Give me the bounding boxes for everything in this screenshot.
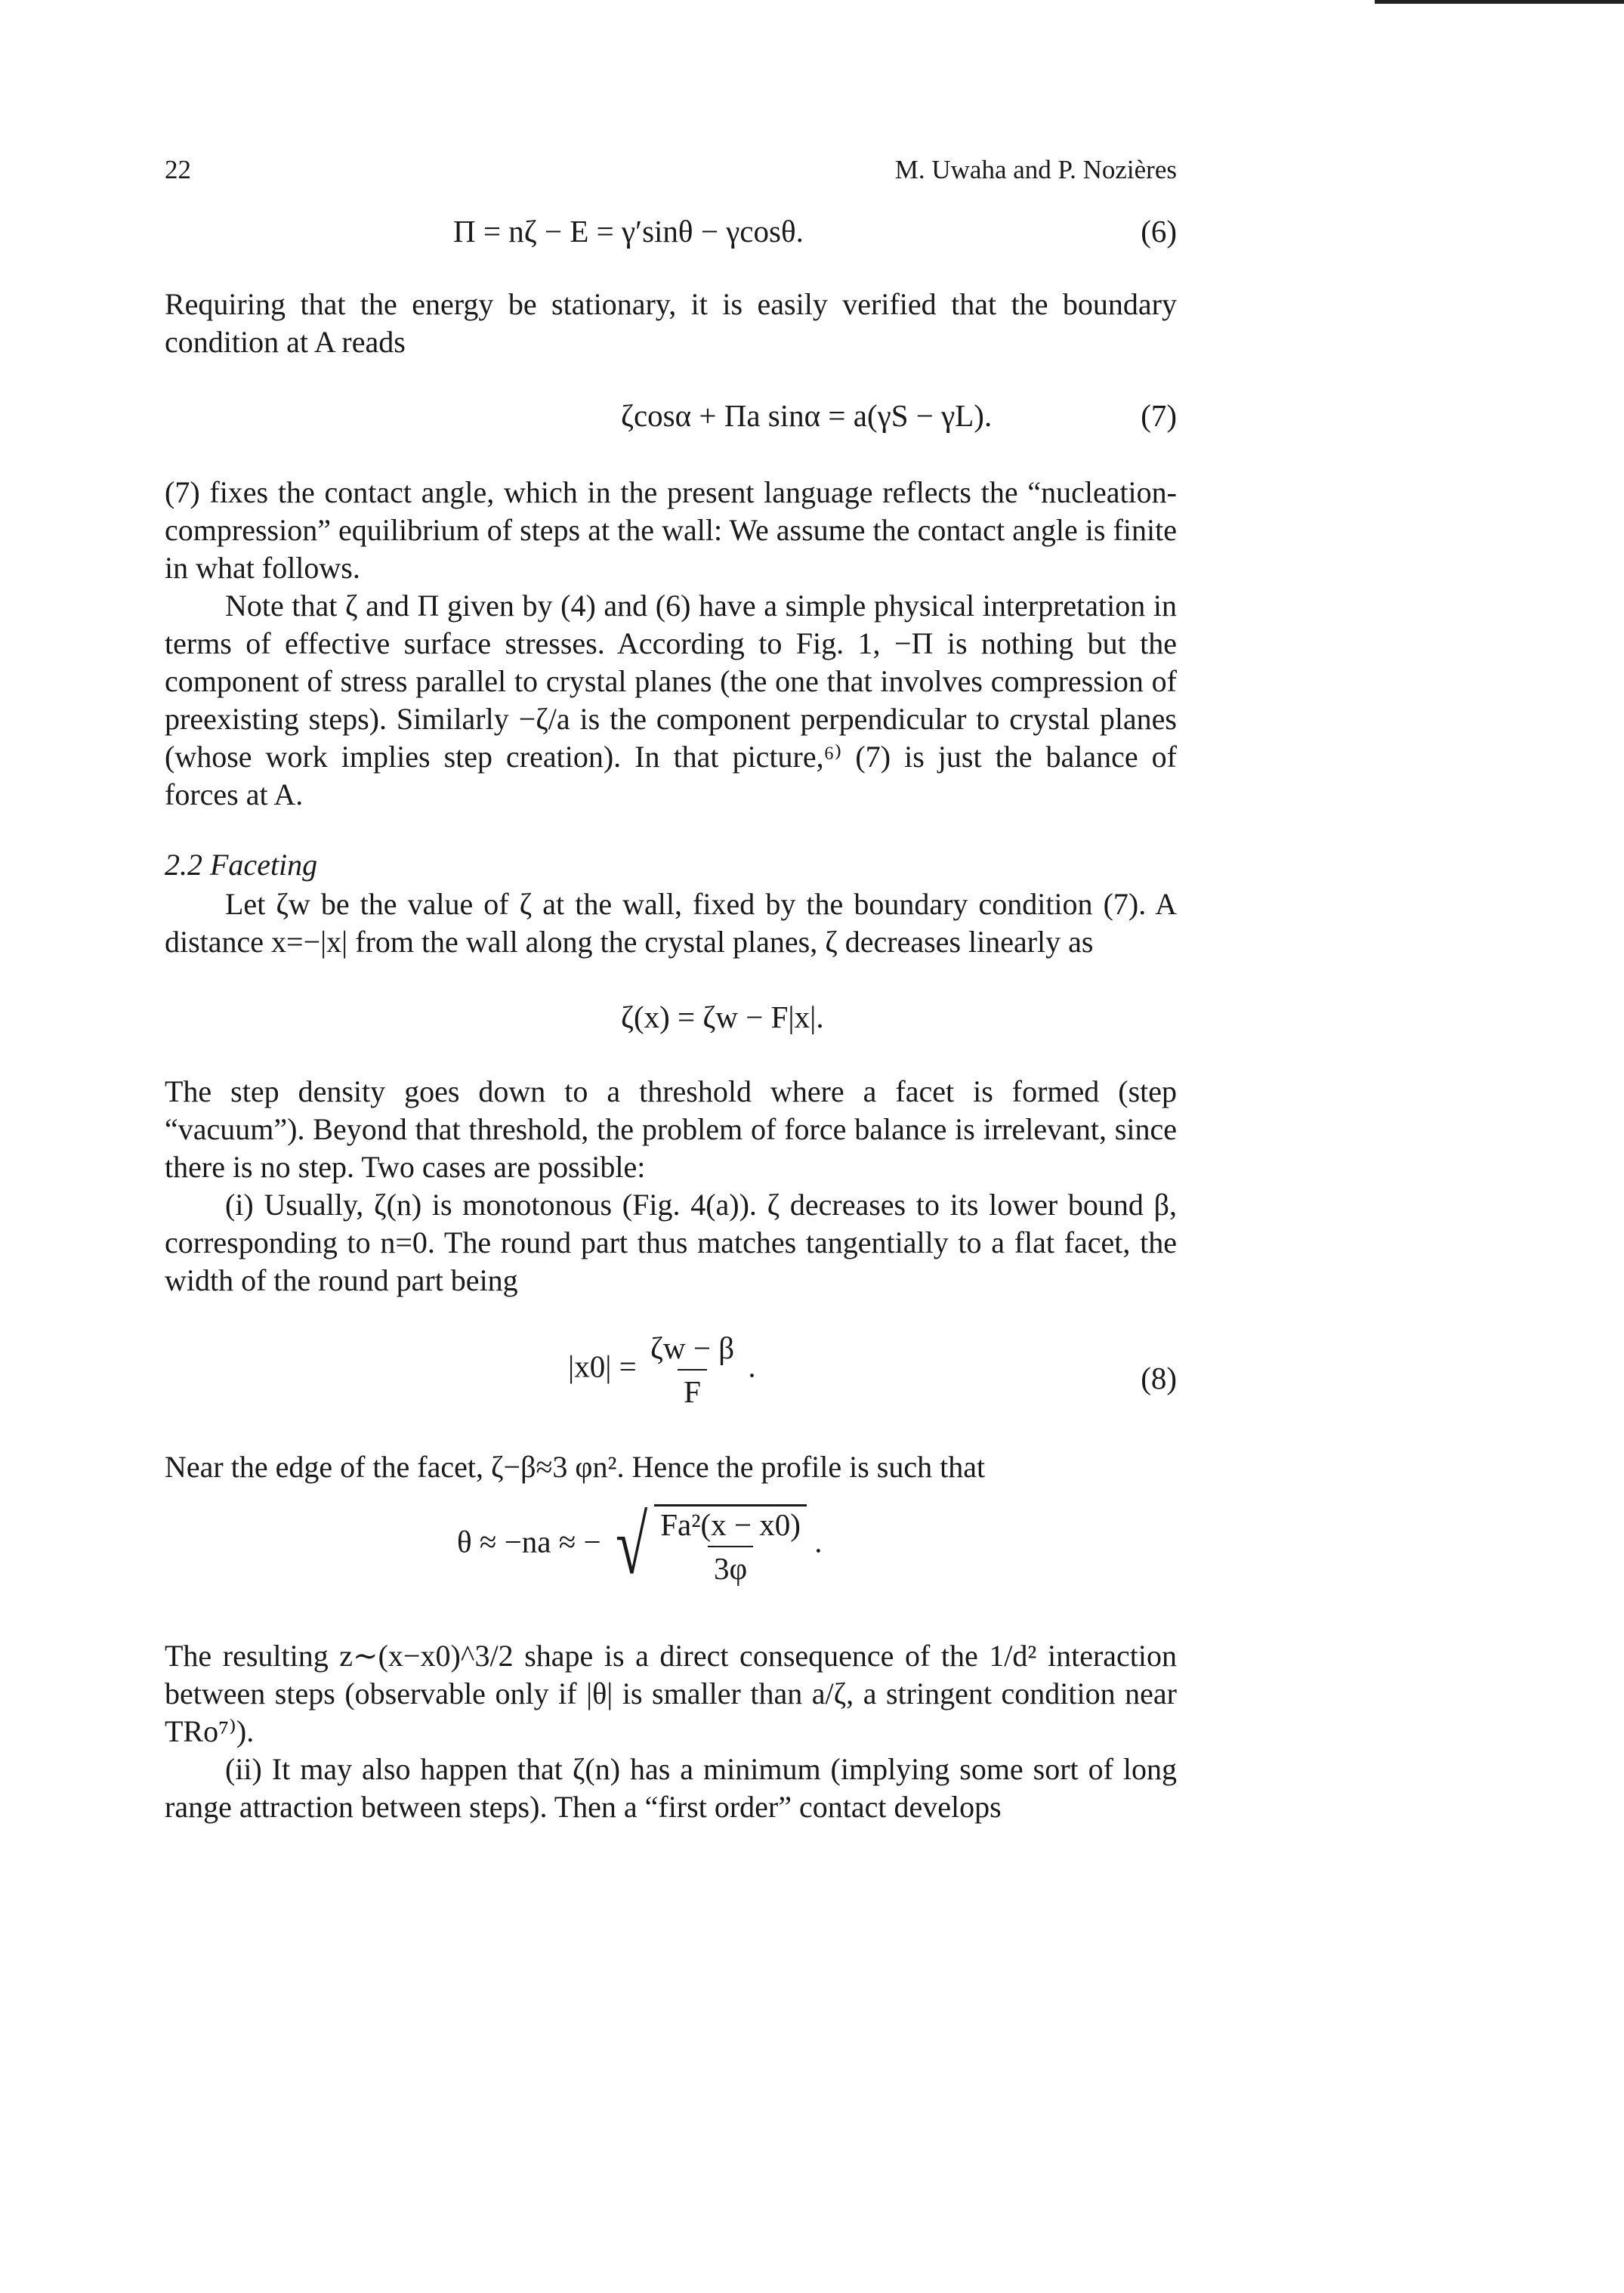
equation-zeta-linear: ζ(x) = ζw − F|x|. [621, 1000, 824, 1034]
paragraph-text: (7) fixes the contact angle, which in the present language reflects the “nucleation-compression” equilibrium of steps at the wall: We assume the contact angle is finite in what follows. [165, 475, 1177, 585]
top-rule [1375, 0, 1624, 4]
equation-8-denominator: F [678, 1369, 707, 1410]
sqrt-symbol [609, 1499, 807, 1591]
equation-theta-tail: . [814, 1524, 823, 1559]
equation-7-number: (7) [1141, 398, 1177, 433]
equation-theta-profile [457, 1499, 823, 1591]
paragraph-text: Requiring that the energy be stationary, it is easily verified that the boundary condition at A reads [165, 287, 1177, 359]
equation-7: ζcosα + Πa sinα = a(γS − γL). [621, 398, 993, 433]
equation-8-fraction [644, 1330, 740, 1410]
equation-8-number: (8) [1141, 1361, 1177, 1395]
paragraph-resulting-shape [165, 1637, 1177, 1826]
paragraph-text: Near the edge of the facet, ζ−β≈3 φn². Hence the profile is such that [165, 1450, 986, 1484]
equation-theta-denominator: 3φ [708, 1546, 753, 1587]
equation-8-tail: . [748, 1349, 756, 1384]
paragraph-contact-angle [165, 474, 1177, 814]
equation-8 [568, 1330, 756, 1410]
paragraph-boundary-condition [165, 286, 1177, 361]
equation-theta-fraction [654, 1504, 807, 1587]
equation-8-lhs: |x0| = [568, 1349, 637, 1384]
radical-sign: √ [615, 1499, 648, 1591]
equation-6-number: (6) [1141, 214, 1177, 249]
paragraph-step-density [165, 1073, 1177, 1299]
paragraph-text: The step density goes down to a threshold where a facet is formed (step “vacuum”). Beyond that threshold, the problem of force balance is irrelevant, since there is no step. Two cases are possible: [165, 1074, 1177, 1184]
page-number: 22 [165, 155, 191, 184]
equation-8-numerator: ζw − β [650, 1330, 735, 1365]
equation-theta-numerator: Fa²(x − x0) [660, 1507, 801, 1542]
paragraph-zeta-wall [165, 885, 1177, 961]
equation-theta-lhs: θ ≈ −na ≈ − [457, 1524, 601, 1559]
paragraph-facet-edge [165, 1448, 1177, 1486]
running-header-authors: M. Uwaha and P. Nozières [894, 155, 1177, 184]
paragraph-text: (i) Usually, ζ(n) is monotonous (Fig. 4(a)). ζ decreases to its lower bound β, corresponding to n=0. The round part thus matches tangentially to a flat facet, the width of the round part being [165, 1188, 1177, 1297]
paragraph-text: Note that ζ and Π given by (4) and (6) have a simple physical interpretation in terms of effective surface stresses. According to Fig. 1, −Π is nothing but the component of stress parallel to crystal planes (the one that involves compression of preexisting steps). Similarly −ζ/a is the component perpendicular to crystal planes (whose work implies step creation). In that picture,⁶⁾ (7) is just the balance of forces at A. [165, 589, 1177, 811]
section-title: 2.2 Faceting [165, 848, 318, 882]
paragraph-text: Let ζw be the value of ζ at the wall, fixed by the boundary condition (7). A distance x=−|x| from the wall along the crystal planes, ζ decreases linearly as [165, 887, 1177, 959]
paragraph-text: (ii) It may also happen that ζ(n) has a minimum (implying some sort of long range attraction between steps). Then a “first order” contact develops [165, 1752, 1177, 1824]
equation-6: Π = nζ − E = γ′sinθ − γcosθ. [453, 214, 804, 249]
paragraph-text: The resulting z∼(x−x0)^3/2 shape is a direct consequence of the 1/d² interaction between steps (observable only if |θ| is smaller than a/ζ, a stringent condition near TRo⁷⁾). [165, 1639, 1177, 1748]
